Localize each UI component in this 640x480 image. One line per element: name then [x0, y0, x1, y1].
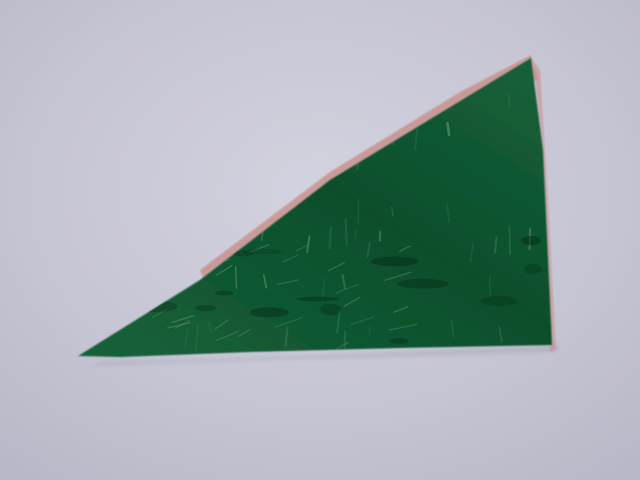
- dark-marker-patch: [195, 305, 216, 311]
- dark-marker-patch: [397, 279, 448, 289]
- marker-scratch: [346, 219, 347, 245]
- marker-scratch: [495, 237, 496, 252]
- dark-marker-patch: [480, 296, 517, 306]
- marker-scratch: [380, 232, 381, 241]
- marker-scratch: [509, 95, 510, 108]
- marker-scratch: [236, 267, 237, 288]
- marker-scratch: [330, 228, 331, 249]
- marker-scratch: [447, 123, 449, 135]
- dark-marker-patch: [296, 297, 339, 302]
- dark-marker-patch: [320, 304, 342, 315]
- dark-marker-patch: [215, 291, 234, 296]
- dark-marker-patch: [521, 236, 541, 245]
- dark-marker-patch: [389, 338, 409, 344]
- marker-scratch: [509, 226, 510, 254]
- dark-marker-patch: [524, 264, 542, 274]
- dark-marker-patch: [249, 307, 288, 317]
- dark-marker-patch: [371, 257, 419, 267]
